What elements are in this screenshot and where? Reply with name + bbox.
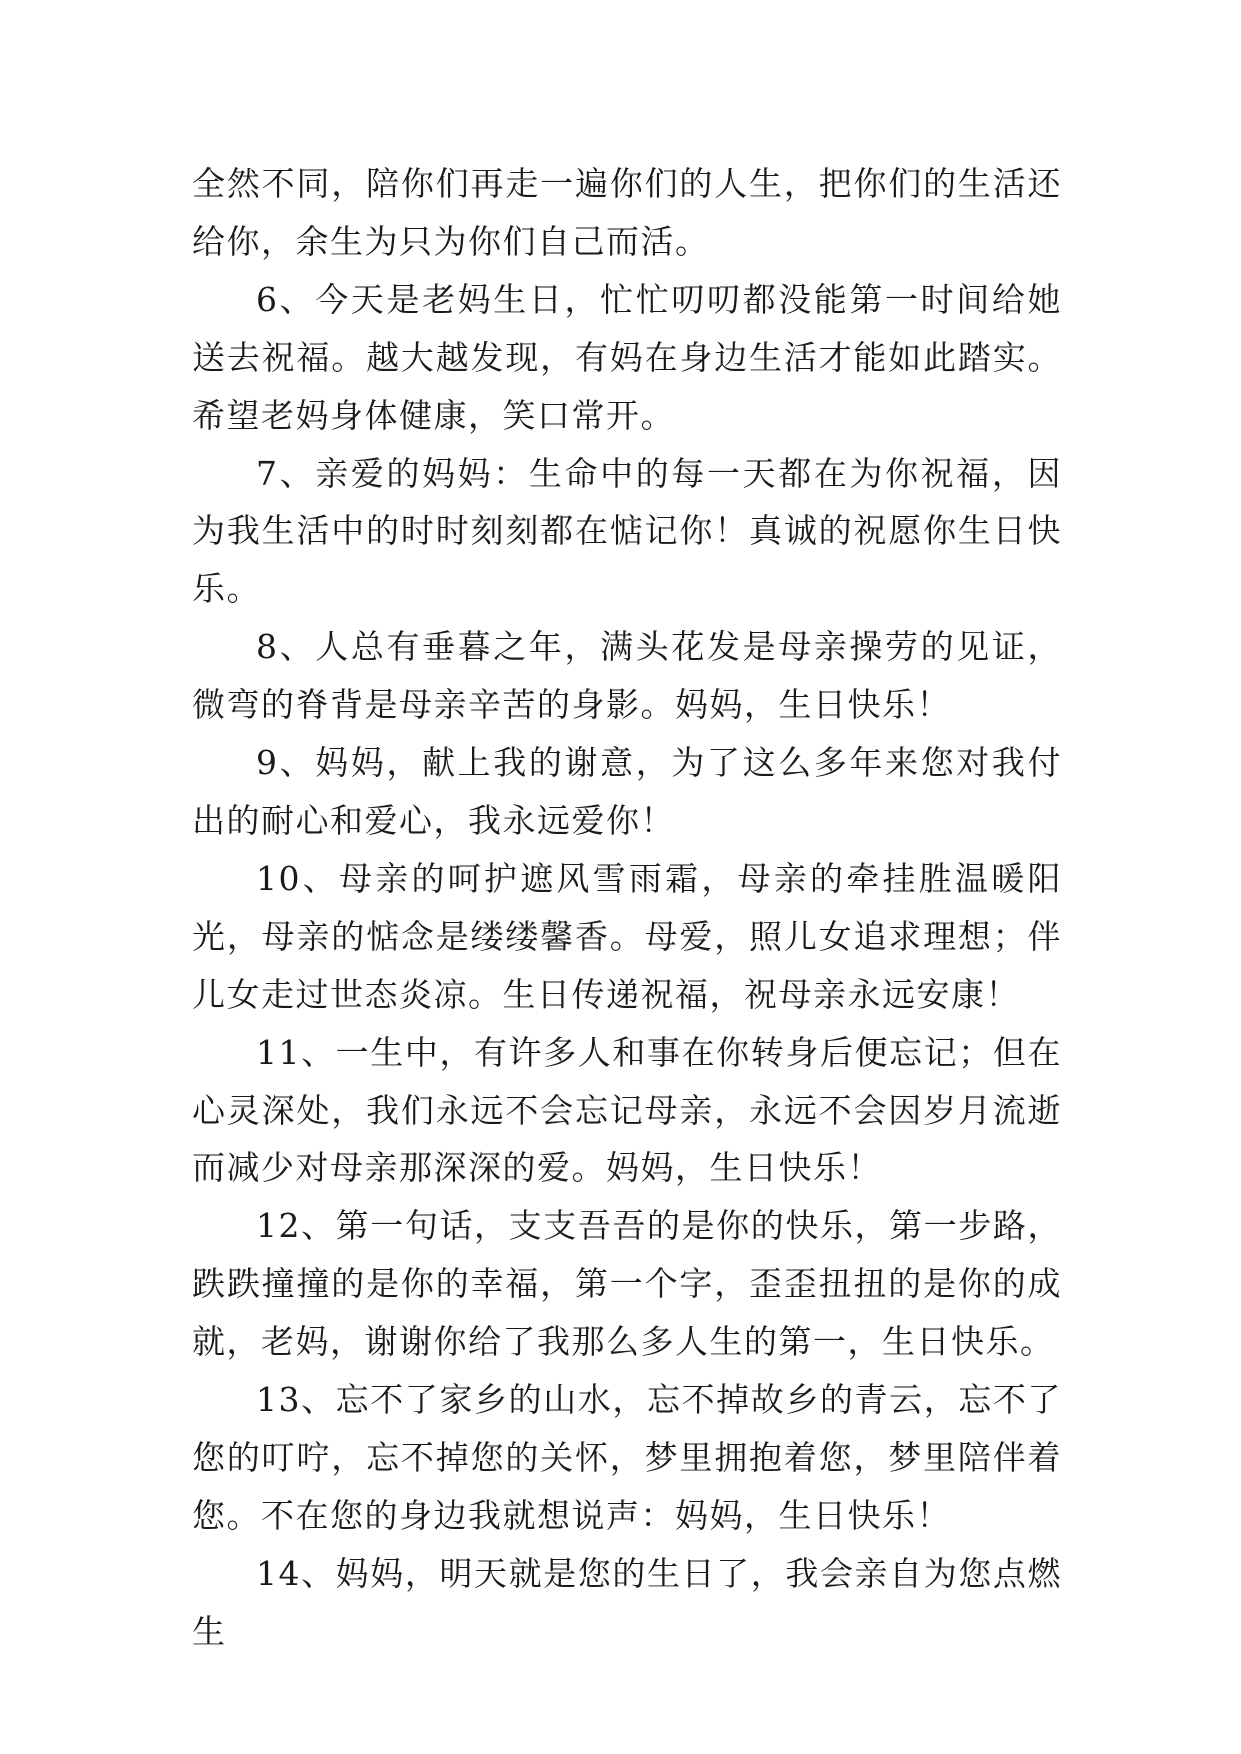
paragraph-item-6: 6、今天是老妈生日，忙忙叨叨都没能第一时间给她送去祝福。越大越发现，有妈在身边生活才能如此踏实。希望老妈身体健康，笑口常开。 [192, 279, 1062, 435]
paragraph-item-12: 12、第一句话，支支吾吾的是你的快乐，第一步路，跌跌撞撞的是你的幸福，第一个字，歪歪扭扭的是你的成就，老妈，谢谢你给了我那么多人生的第一，生日快乐。 [192, 1206, 1062, 1362]
paragraph-item-8: 8、人总有垂暮之年，满头花发是母亲操劳的见证，微弯的脊背是母亲辛苦的身影。妈妈，生日快乐！ [192, 627, 1062, 725]
paragraph-item-11: 11、一生中，有许多人和事在你转身后便忘记；但在心灵深处，我们永远不会忘记母亲，永远不会因岁月流逝而减少对母亲那深深的爱。妈妈，生日快乐！ [192, 1032, 1062, 1188]
paragraph-item-10: 10、母亲的呵护遮风雪雨霜，母亲的牵挂胜温暖阳光，母亲的惦念是缕缕馨香。母爱，照儿女追求理想；伴儿女走过世态炎凉。生日传递祝福，祝母亲永远安康！ [192, 858, 1062, 1014]
paragraph-item-7: 7、亲爱的妈妈：生命中的每一天都在为你祝福，因为我生活中的时时刻刻都在惦记你！真诚的祝愿你生日快乐。 [192, 453, 1062, 609]
paragraph-item-13: 13、忘不了家乡的山水，忘不掉故乡的青云，忘不了您的叮咛，忘不掉您的关怀，梦里拥抱着您，梦里陪伴着您。不在您的身边我就想说声：妈妈，生日快乐！ [192, 1380, 1062, 1535]
paragraph-item-14: 14、妈妈，明天就是您的生日了，我会亲自为您点燃生 [192, 1553, 1062, 1651]
paragraph-item-9: 9、妈妈，献上我的谢意，为了这么多年来您对我付出的耐心和爱心，我永远爱你！ [192, 743, 1062, 840]
paragraph-continuation: 全然不同，陪你们再走一遍你们的人生，把你们的生活还给你，余生为只为你们自己而活。 [192, 164, 1062, 261]
document-body [192, 155, 1062, 1661]
